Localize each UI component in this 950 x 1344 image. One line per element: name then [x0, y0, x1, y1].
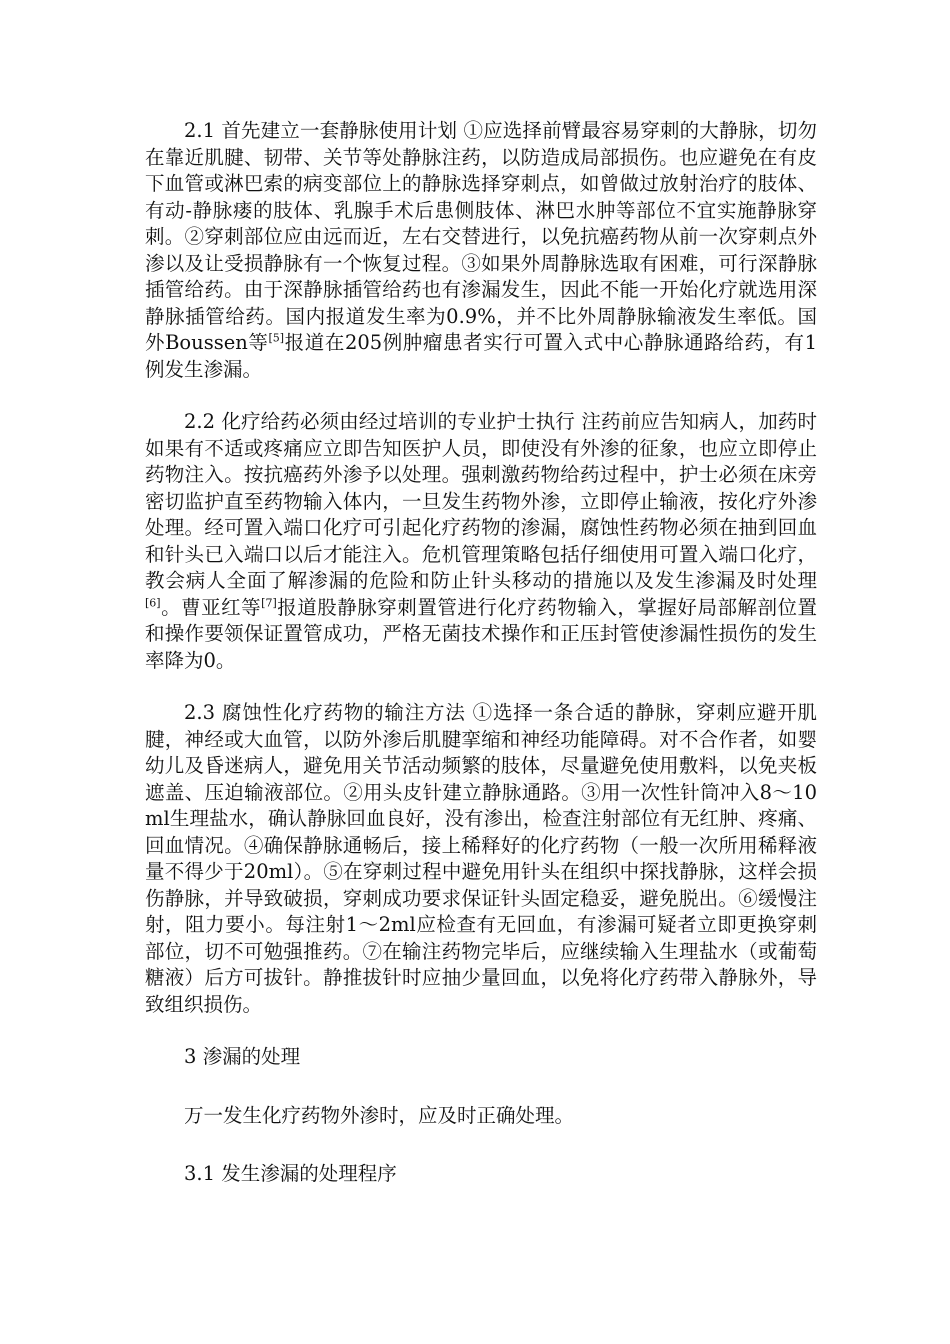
- paragraph-2-3: [145, 700, 817, 1018]
- heading-text: 3.1 发生渗漏的处理程序: [184, 1162, 397, 1185]
- paragraph-2-2: [145, 409, 817, 674]
- text-segment: 2.3 腐蚀性化疗药物的输注方法 ①选择一条合适的静脉，穿刺应避开肌腱，神经或大血管，以防外渗后肌腱挛缩和神经功能障碍。对不合作者，如婴幼儿及昏迷病人，避免用关节活动频繁的肢体，尽量避免使用敷料，以免夹板遮盖、压迫输液部位。②用头皮针建立静脉通路。③用一次性针筒冲入8～10ml生理盐水，确认静脉回血良好，没有渗出，检查注射部位有无红肿、疼痛、回血情况。④确保静脉通畅后，接上稀释好的化疗药物（一般一次所用稀释液量不得少于20ml）。⑤在穿刺过程中避免用针头在组织中探找静脉，这样会损伤静脉，并导致破损，穿刺成功要求保证针头固定稳妥，避免脱出。⑥缓慢注射，阻力要小。每注射1～2ml应检查有无回血，有渗漏可疑者立即更换穿刺部位，切不可勉强推药。⑦在输注药物完毕后，应继续输入生理盐水（或葡萄糖液）后方可拔针。静推拔针时应抽少量回血，以免将化疗药带入静脉外，导致组织损伤。: [145, 701, 817, 1016]
- text-segment: 万一发生化疗药物外渗时，应及时正确处理。: [184, 1103, 575, 1127]
- document-page: [145, 118, 817, 1220]
- paragraph-3-intro: [145, 1103, 817, 1130]
- citation-ref: [6]: [145, 596, 161, 609]
- citation-ref: [5]: [268, 331, 285, 345]
- citation-ref: [7]: [261, 596, 277, 609]
- text-segment: 2.1 首先建立一套静脉使用计划 ①应选择前臂最容易穿刺的大静脉，切勿在靠近肌腱、韧带、关节等处静脉注药，以防造成局部损伤。也应避免在有皮下血管或淋巴索的病变部位上的静脉选择穿刺点，如曾做过放射治疗的肢体、有动-静脉瘘的肢体、乳腺手术后患侧肢体、淋巴水肿等部位不宜实施静脉穿刺。②穿刺部位应由远而近，左右交替进行，以免抗癌药物从前一次穿刺点外渗以及让受损静脉有一个恢复过程。③如果外周静脉选取有困难，可行深静脉插管给药。由于深静脉插管给药也有渗漏发生，因此不能一开始化疗就选用深静脉插管给药。国内报道发生率为0.9%，并不比外周静脉输液发生率低。国外Boussen等: [145, 119, 817, 354]
- section-heading-3: [145, 1044, 817, 1071]
- paragraph-2-1: [145, 118, 817, 383]
- text-segment: 。曹亚红等: [160, 595, 262, 619]
- text-segment: 报道在205例肿瘤患者实行可置入式中心静脉通路给药，有1例发生渗漏。: [145, 331, 817, 381]
- text-segment: 2.2 化疗给药必须由经过培训的专业护士执行 注药前应告知病人，加药时如果有不适或疼痛应立即告知医护人员，即使没有外渗的征象，也应立即停止药物注入。按抗癌药外渗予以处理。强刺激药物给药过程中，护士必须在床旁密切监护直至药物输入体内，一旦发生药物外渗，立即停止输液，按化疗外渗处理。经可置入端口化疗可引起化疗药物的渗漏，腐蚀性药物必须在抽到回血和针头已入端口以后才能注入。危机管理策略包括仔细使用可置入端口化疗，教会病人全面了解渗漏的危险和防止针头移动的措施以及发生渗漏及时处理: [145, 410, 817, 592]
- heading-text: 3 渗漏的处理: [184, 1045, 301, 1068]
- text-segment: 报道股静脉穿刺置管进行化疗药物输入，掌握好局部解剖位置和操作要领保证置管成功，严格无菌技术操作和正压封管使渗漏性损伤的发生率降为0。: [145, 595, 817, 672]
- subsection-heading-3-1: [145, 1161, 817, 1188]
